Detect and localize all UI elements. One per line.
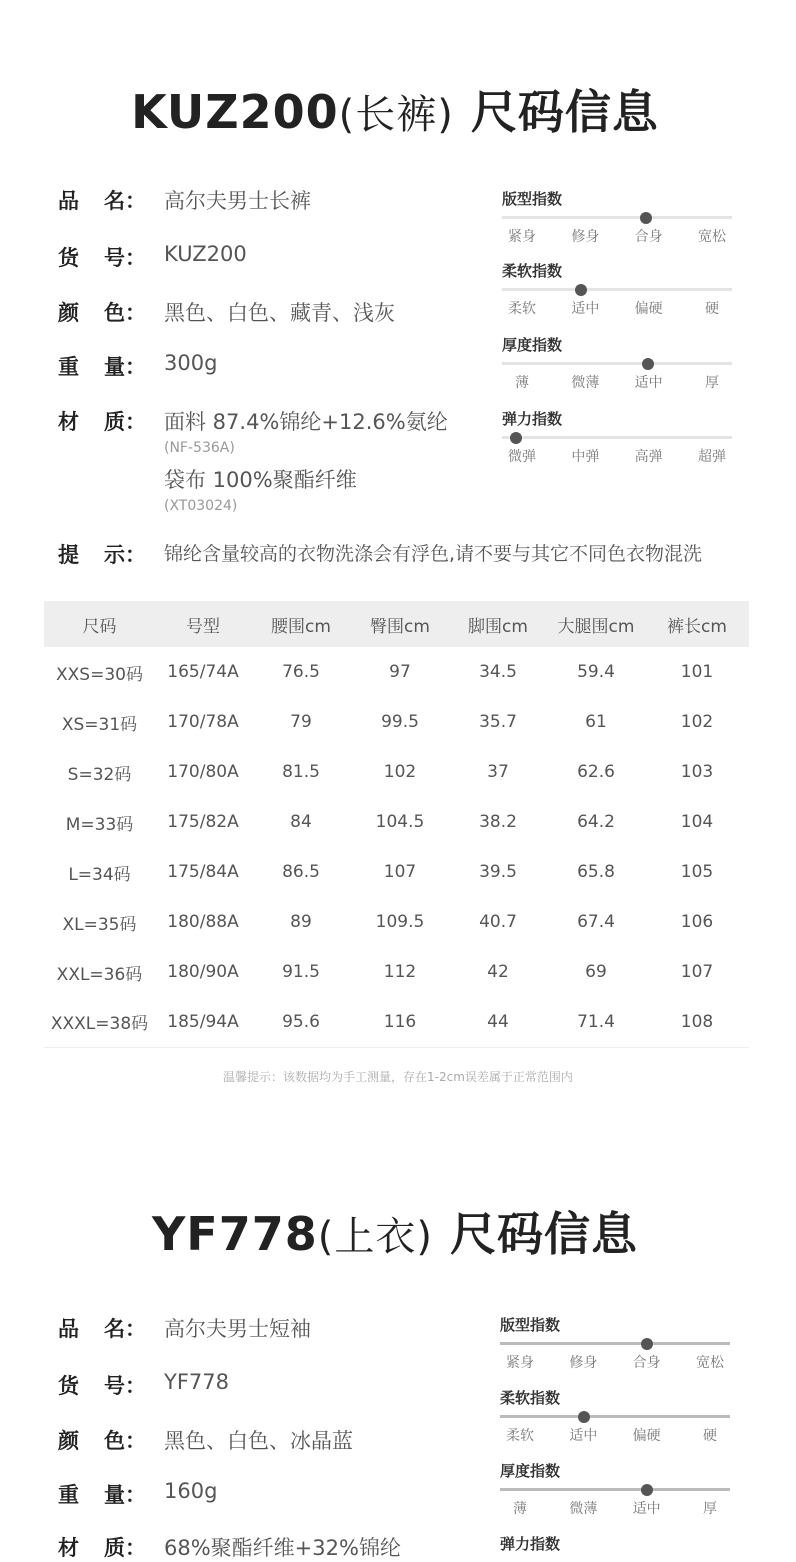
product-weight: 300g <box>164 351 218 375</box>
index-option: 中弹 <box>571 449 600 465</box>
index-option: 偏硬 <box>634 301 663 317</box>
index-option: 高弹 <box>634 449 663 465</box>
info-row-colors <box>58 1425 353 1455</box>
index-track <box>502 436 732 439</box>
info-label: 名： <box>104 1317 146 1341</box>
index-option: 柔软 <box>506 1428 534 1444</box>
index-option: 适中 <box>634 375 663 391</box>
index-option: 微薄 <box>571 375 600 391</box>
table-cell: 81.5 <box>282 762 320 782</box>
table-row <box>44 747 749 797</box>
column-header: 尺码 <box>44 601 155 647</box>
index-marker <box>641 1338 653 1350</box>
table-cell: 103 <box>680 762 714 782</box>
table-row <box>44 847 749 897</box>
index-option: 合身 <box>632 1355 661 1371</box>
table-cell: XS=31码 <box>61 714 138 735</box>
table-cell: 65.8 <box>577 862 615 882</box>
table-cell: 185/94A <box>155 997 251 1047</box>
index-fit <box>500 1314 730 1371</box>
info-label: 货 <box>58 1374 79 1398</box>
table-cell: 59.4 <box>577 662 615 682</box>
index-title: 版型指数 <box>500 1316 561 1334</box>
info-label: 量： <box>104 1483 146 1507</box>
table-cell: 107 <box>680 962 714 982</box>
product-name: 高尔夫男士长裤 <box>164 189 311 213</box>
table-row <box>44 897 749 947</box>
index-option: 适中 <box>571 301 600 317</box>
table-row <box>44 947 749 997</box>
table-cell: 165/74A <box>167 662 239 682</box>
info-row-name <box>58 185 311 215</box>
info-label: 材 <box>58 410 79 434</box>
index-title: 厚度指数 <box>502 336 563 354</box>
section1-title-end: 尺码信息 <box>470 85 659 139</box>
index-softness <box>502 260 732 317</box>
table-cell: L=34码 <box>68 864 131 885</box>
index-option: 微薄 <box>569 1501 598 1517</box>
index-option: 紧身 <box>508 229 536 245</box>
table-cell: 170/78A <box>167 712 239 732</box>
table-cell: 106 <box>680 912 714 932</box>
index-option: 超弹 <box>697 449 726 465</box>
table-cell: 71.4 <box>547 997 645 1047</box>
material-pocket: 袋布 100%聚酯纤维 <box>164 468 357 492</box>
table-cell: 116 <box>351 997 449 1047</box>
index-marker <box>575 284 587 296</box>
table-cell: 64.2 <box>577 812 615 832</box>
table-cell: 61 <box>585 712 607 732</box>
index-option: 修身 <box>569 1355 598 1371</box>
table-cell: 104 <box>680 812 714 832</box>
section1-title <box>0 76 790 142</box>
table-cell: 180/88A <box>167 912 239 932</box>
column-header: 臀围cm <box>351 601 449 647</box>
table-cell: 101 <box>680 662 714 682</box>
section1-title-sub: (长裤) <box>338 92 454 138</box>
product-sku: KUZ200 <box>164 242 247 266</box>
table-cell: 91.5 <box>282 962 320 982</box>
index-track <box>502 216 732 219</box>
index-option: 偏硬 <box>632 1428 661 1444</box>
index-marker <box>640 212 652 224</box>
index-title: 柔软指数 <box>502 262 563 280</box>
index-marker <box>641 1484 653 1496</box>
index-option: 厚 <box>704 375 719 391</box>
info-row-weight <box>58 351 217 381</box>
index-elasticity <box>502 408 732 465</box>
size-table <box>44 601 749 1048</box>
info-row-name <box>58 1313 311 1343</box>
info-row-colors <box>58 297 395 327</box>
section2-title-sub: (上衣) <box>317 1214 433 1260</box>
table-cell: 102 <box>680 712 714 732</box>
info-label: 名： <box>104 189 146 213</box>
info-label: 颜 <box>58 301 79 325</box>
info-row-sku <box>58 242 247 272</box>
table-cell: 35.7 <box>479 712 517 732</box>
index-thickness <box>502 334 732 391</box>
measurement-tip: 温馨提示：该数据均为手工测量，存在1-2cm误差属于正常范围内 <box>223 1070 573 1084</box>
size-table-header <box>44 601 749 647</box>
table-cell: 104.5 <box>375 812 425 832</box>
table-cell: 108 <box>645 997 749 1047</box>
table-cell: 67.4 <box>577 912 615 932</box>
info-row-weight <box>58 1479 217 1509</box>
table-row <box>44 997 749 1047</box>
material-pocket-code: (XT03024) <box>164 498 238 514</box>
info-label: 示： <box>104 543 146 567</box>
index-option: 修身 <box>571 229 600 245</box>
section1-indices <box>502 188 732 478</box>
index-title: 弹力指数 <box>502 410 563 428</box>
table-cell: 69 <box>585 962 607 982</box>
table-cell: M=33码 <box>65 814 134 835</box>
index-marker <box>578 1411 590 1423</box>
table-cell: 102 <box>383 762 417 782</box>
index-option: 宽松 <box>697 229 726 245</box>
index-option: 薄 <box>515 375 529 391</box>
table-cell: 112 <box>383 962 417 982</box>
index-option: 合身 <box>634 229 663 245</box>
index-option: 宽松 <box>695 1355 724 1371</box>
info-row-sku <box>58 1370 229 1400</box>
info-label: 重 <box>58 1483 79 1507</box>
material-fabric-code: (NF-536A) <box>164 440 235 456</box>
table-cell: 99.5 <box>381 712 419 732</box>
table-cell: 175/82A <box>167 812 239 832</box>
table-row <box>44 647 749 697</box>
product-colors: 黑色、白色、冰晶蓝 <box>164 1429 353 1453</box>
table-row <box>44 697 749 747</box>
info-row-tip <box>58 539 702 569</box>
column-header: 脚围cm <box>449 601 547 647</box>
table-cell: 180/90A <box>167 962 239 982</box>
table-cell: XXS=30码 <box>56 664 143 685</box>
product-name: 高尔夫男士短袖 <box>164 1317 311 1341</box>
index-fit <box>502 188 732 245</box>
info-label: 货 <box>58 246 79 270</box>
info-label: 量： <box>104 355 146 379</box>
table-cell: 79 <box>290 712 312 732</box>
section2-indices <box>500 1314 730 1553</box>
product-weight: 160g <box>164 1479 218 1503</box>
table-cell: 95.6 <box>251 997 351 1047</box>
info-label: 重 <box>58 355 79 379</box>
table-cell: 42 <box>487 962 509 982</box>
table-cell: 105 <box>680 862 714 882</box>
table-cell: XL=35码 <box>62 914 137 935</box>
info-label: 质： <box>104 1536 146 1560</box>
info-label: 提 <box>58 543 79 567</box>
index-track <box>502 288 732 291</box>
material-fabric: 68%聚酯纤维+32%锦纶 <box>164 1536 401 1560</box>
index-track <box>500 1342 730 1345</box>
column-header: 腰围cm <box>251 601 351 647</box>
wash-tip: 锦纶含量较高的衣物洗涤会有浮色,请不要与其它不同色衣物混洗 <box>164 543 703 565</box>
column-header: 裤长cm <box>645 601 749 647</box>
index-track <box>500 1415 730 1418</box>
table-cell: 175/84A <box>167 862 239 882</box>
table-cell: 89 <box>290 912 312 932</box>
index-option: 薄 <box>513 1501 527 1517</box>
table-cell: 97 <box>389 662 411 682</box>
table-cell: 170/80A <box>167 762 239 782</box>
info-label: 色： <box>104 301 146 325</box>
table-cell: 39.5 <box>479 862 517 882</box>
table-cell: 40.7 <box>479 912 517 932</box>
index-option: 适中 <box>569 1428 598 1444</box>
table-cell: 34.5 <box>479 662 517 682</box>
index-softness <box>500 1387 730 1444</box>
section2-info <box>58 1313 478 1560</box>
table-cell: 86.5 <box>282 862 320 882</box>
info-label: 品 <box>58 1317 79 1341</box>
table-cell: 109.5 <box>375 912 425 932</box>
info-label: 颜 <box>58 1429 79 1453</box>
info-row-material <box>58 406 448 514</box>
index-option: 适中 <box>632 1501 661 1517</box>
column-header: 大腿围cm <box>547 601 645 647</box>
index-title: 厚度指数 <box>500 1462 561 1480</box>
index-thickness <box>500 1460 730 1517</box>
product-colors: 黑色、白色、藏青、浅灰 <box>164 301 395 325</box>
section2-title-end: 尺码信息 <box>450 1207 638 1261</box>
info-label: 色： <box>104 1429 146 1453</box>
table-cell: 44 <box>449 997 547 1047</box>
info-row-material <box>58 1532 401 1562</box>
section2-title <box>0 1198 790 1264</box>
table-cell: 84 <box>290 812 312 832</box>
table-row <box>44 797 749 847</box>
index-option: 柔软 <box>508 301 536 317</box>
table-cell: 62.6 <box>577 762 615 782</box>
column-header: 号型 <box>155 601 251 647</box>
index-track <box>502 362 732 365</box>
index-track <box>500 1488 730 1491</box>
info-label: 品 <box>58 189 79 213</box>
table-cell: XXL=36码 <box>56 964 143 985</box>
index-marker <box>510 432 522 444</box>
table-cell: 76.5 <box>282 662 320 682</box>
table-cell: S=32码 <box>67 764 132 785</box>
index-marker <box>642 358 654 370</box>
index-option: 硬 <box>702 1428 717 1444</box>
table-cell: 38.2 <box>479 812 517 832</box>
index-option: 微弹 <box>508 449 536 465</box>
table-cell: XXXL=38码 <box>44 997 155 1047</box>
index-title: 版型指数 <box>502 190 563 208</box>
index-title: 柔软指数 <box>500 1389 561 1407</box>
info-label: 材 <box>58 1536 79 1560</box>
section1-title-main: KUZ200 <box>131 85 339 139</box>
section2-title-main: YF778 <box>152 1207 318 1261</box>
table-cell: 107 <box>383 862 417 882</box>
index-title: 弹力指数 <box>500 1535 561 1553</box>
index-option: 硬 <box>704 301 719 317</box>
material-fabric: 面料 87.4%锦纶+12.6%氨纶 <box>164 410 448 434</box>
info-label: 号： <box>104 246 146 270</box>
info-label: 质： <box>104 410 146 434</box>
index-option: 厚 <box>702 1501 717 1517</box>
table-cell: 37 <box>487 762 509 782</box>
index-option: 紧身 <box>506 1355 534 1371</box>
info-label: 号： <box>104 1374 146 1398</box>
index-elasticity <box>500 1533 730 1554</box>
product-sku: YF778 <box>164 1370 229 1394</box>
